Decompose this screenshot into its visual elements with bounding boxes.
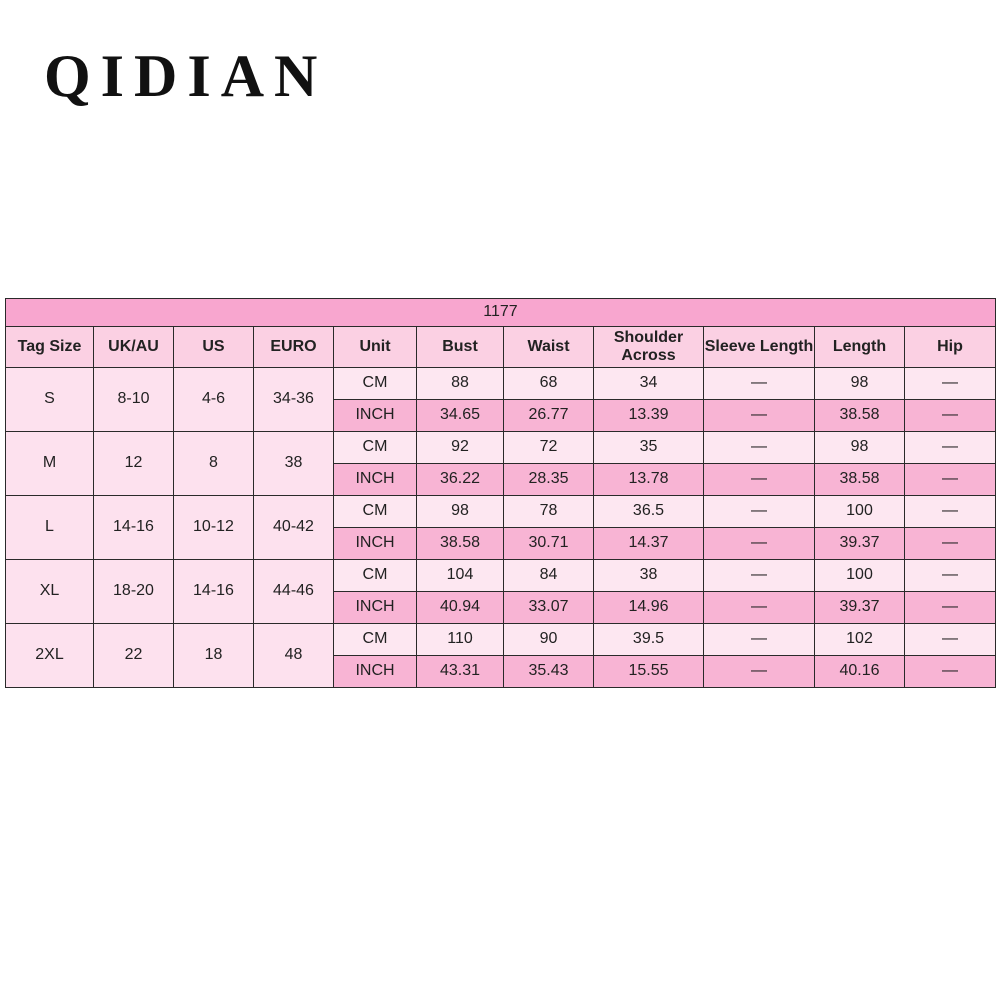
inch-waist-cell: 33.07 (504, 592, 594, 624)
inch-shoulder-across-cell: 15.55 (594, 656, 704, 688)
cm-waist-cell: 72 (504, 432, 594, 464)
inch-length-cell: 38.58 (815, 400, 905, 432)
cm-length-cell: 102 (815, 624, 905, 656)
cm-unit-cell: CM (334, 432, 417, 464)
inch-length-cell: 38.58 (815, 464, 905, 496)
table-title: 1177 (6, 299, 996, 327)
inch-bust-cell: 43.31 (417, 656, 504, 688)
inch-unit-cell: INCH (334, 656, 417, 688)
header-tag-size: Tag Size (6, 327, 94, 368)
header-uk-au: UK/AU (94, 327, 174, 368)
cm-hip-cell: — (905, 432, 996, 464)
brand-logo: QIDIAN (44, 43, 328, 109)
table-row (6, 624, 996, 656)
cm-length-cell: 98 (815, 432, 905, 464)
cm-hip-cell: — (905, 496, 996, 528)
header-waist: Waist (504, 327, 594, 368)
inch-shoulder-across-cell: 14.37 (594, 528, 704, 560)
header-us: US (174, 327, 254, 368)
inch-sleeve-length-cell: — (704, 464, 815, 496)
header-shoulder-across: Shoulder Across (594, 327, 704, 368)
inch-hip-cell: — (905, 464, 996, 496)
inch-shoulder-across-cell: 13.78 (594, 464, 704, 496)
cm-sleeve-length-cell: — (704, 560, 815, 592)
us-cell: 10-12 (174, 496, 254, 560)
tag-size-cell: L (6, 496, 94, 560)
cm-hip-cell: — (905, 368, 996, 400)
inch-bust-cell: 40.94 (417, 592, 504, 624)
inch-sleeve-length-cell: — (704, 400, 815, 432)
header-length: Length (815, 327, 905, 368)
inch-hip-cell: — (905, 400, 996, 432)
tag-size-cell: XL (6, 560, 94, 624)
cm-bust-cell: 104 (417, 560, 504, 592)
euro-cell: 44-46 (254, 560, 334, 624)
cm-length-cell: 100 (815, 560, 905, 592)
cm-waist-cell: 78 (504, 496, 594, 528)
header-unit: Unit (334, 327, 417, 368)
cm-sleeve-length-cell: — (704, 368, 815, 400)
cm-bust-cell: 110 (417, 624, 504, 656)
inch-length-cell: 39.37 (815, 528, 905, 560)
header-euro: EURO (254, 327, 334, 368)
inch-sleeve-length-cell: — (704, 528, 815, 560)
us-cell: 4-6 (174, 368, 254, 432)
cm-shoulder-across-cell: 36.5 (594, 496, 704, 528)
inch-waist-cell: 26.77 (504, 400, 594, 432)
cm-waist-cell: 84 (504, 560, 594, 592)
cm-shoulder-across-cell: 39.5 (594, 624, 704, 656)
inch-waist-cell: 35.43 (504, 656, 594, 688)
euro-cell: 38 (254, 432, 334, 496)
inch-sleeve-length-cell: — (704, 656, 815, 688)
inch-bust-cell: 38.58 (417, 528, 504, 560)
cm-unit-cell: CM (334, 560, 417, 592)
inch-hip-cell: — (905, 656, 996, 688)
uk-au-cell: 22 (94, 624, 174, 688)
inch-length-cell: 40.16 (815, 656, 905, 688)
table-row (6, 432, 996, 464)
inch-length-cell: 39.37 (815, 592, 905, 624)
cm-length-cell: 100 (815, 496, 905, 528)
cm-unit-cell: CM (334, 624, 417, 656)
cm-sleeve-length-cell: — (704, 432, 815, 464)
inch-hip-cell: — (905, 592, 996, 624)
tag-size-cell: 2XL (6, 624, 94, 688)
uk-au-cell: 18-20 (94, 560, 174, 624)
cm-bust-cell: 92 (417, 432, 504, 464)
table-row (6, 368, 996, 400)
header-sleeve-length: Sleeve Length (704, 327, 815, 368)
header-bust: Bust (417, 327, 504, 368)
cm-hip-cell: — (905, 560, 996, 592)
inch-unit-cell: INCH (334, 592, 417, 624)
euro-cell: 48 (254, 624, 334, 688)
inch-unit-cell: INCH (334, 528, 417, 560)
tag-size-cell: S (6, 368, 94, 432)
header-hip: Hip (905, 327, 996, 368)
cm-hip-cell: — (905, 624, 996, 656)
euro-cell: 34-36 (254, 368, 334, 432)
table-header-row (6, 327, 996, 368)
inch-sleeve-length-cell: — (704, 592, 815, 624)
us-cell: 14-16 (174, 560, 254, 624)
cm-waist-cell: 68 (504, 368, 594, 400)
inch-bust-cell: 36.22 (417, 464, 504, 496)
inch-unit-cell: INCH (334, 400, 417, 432)
table-title-row (6, 299, 996, 327)
us-cell: 8 (174, 432, 254, 496)
cm-unit-cell: CM (334, 368, 417, 400)
inch-bust-cell: 34.65 (417, 400, 504, 432)
cm-unit-cell: CM (334, 496, 417, 528)
size-chart-table (5, 298, 996, 688)
euro-cell: 40-42 (254, 496, 334, 560)
inch-hip-cell: — (905, 528, 996, 560)
uk-au-cell: 14-16 (94, 496, 174, 560)
cm-bust-cell: 98 (417, 496, 504, 528)
inch-shoulder-across-cell: 13.39 (594, 400, 704, 432)
us-cell: 18 (174, 624, 254, 688)
table-row (6, 560, 996, 592)
inch-unit-cell: INCH (334, 464, 417, 496)
cm-sleeve-length-cell: — (704, 624, 815, 656)
inch-waist-cell: 30.71 (504, 528, 594, 560)
inch-waist-cell: 28.35 (504, 464, 594, 496)
cm-shoulder-across-cell: 34 (594, 368, 704, 400)
uk-au-cell: 8-10 (94, 368, 174, 432)
cm-sleeve-length-cell: — (704, 496, 815, 528)
cm-shoulder-across-cell: 35 (594, 432, 704, 464)
cm-bust-cell: 88 (417, 368, 504, 400)
inch-shoulder-across-cell: 14.96 (594, 592, 704, 624)
uk-au-cell: 12 (94, 432, 174, 496)
cm-shoulder-across-cell: 38 (594, 560, 704, 592)
table-row (6, 496, 996, 528)
cm-waist-cell: 90 (504, 624, 594, 656)
tag-size-cell: M (6, 432, 94, 496)
cm-length-cell: 98 (815, 368, 905, 400)
